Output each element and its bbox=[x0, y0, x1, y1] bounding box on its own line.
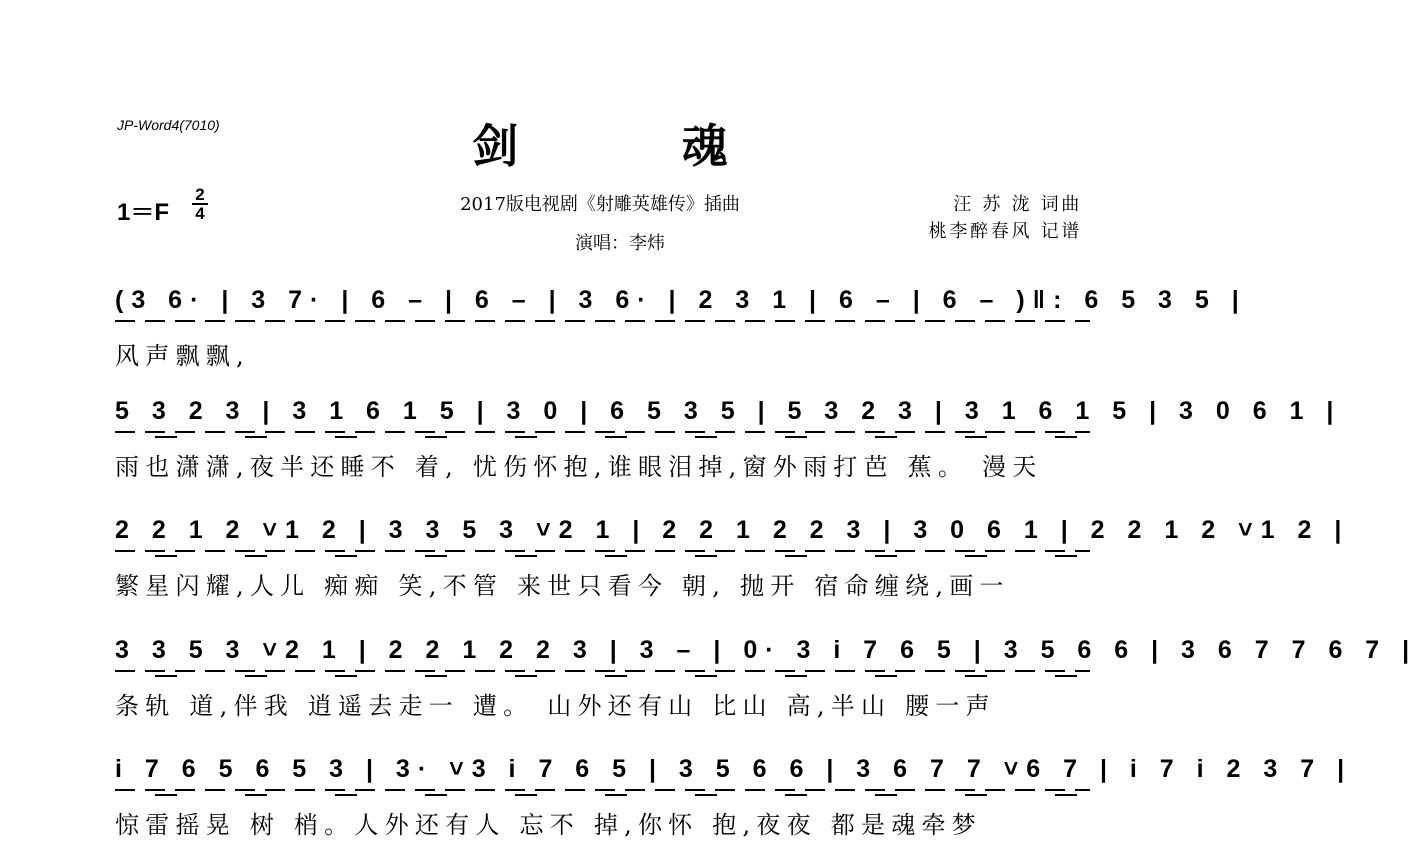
lyrics-line: 雨也潇潇,夜半还睡不 着, 忧伤怀抱,谁眼泪掉,窗外雨打芭 蕉。 漫天 bbox=[115, 453, 1043, 481]
lyrics-line: 繁星闪耀,人儿 痴痴 笑,不管 来世只看今 朝, 抛开 宿命缠绕,画一 bbox=[115, 572, 1010, 600]
lyrics-line: 条轨 道,伴我 逍遥去走一 遭。 山外还有山 比山 高,半山 腰一声 bbox=[115, 692, 996, 720]
beam-line bbox=[115, 431, 1090, 433]
beam-line-double bbox=[115, 436, 1090, 438]
key-signature: 1＝F bbox=[117, 199, 170, 226]
notation-line: 5 3 2 3 | 3 1 6 1 5 | 3 0 | 6 5 3 5 | 5 3 2 3 | 3 1 6 1 5 | 3 0 6 1 | bbox=[115, 397, 1342, 425]
transcriber-credit: 桃李醉春风 记谱 bbox=[928, 221, 1082, 242]
software-label: JP-Word4(7010) bbox=[117, 117, 220, 133]
lyrics-line: 惊雷摇晃 树 梢。人外还有人 忘不 掉,你怀 抱,夜夜 都是魂牵梦 bbox=[115, 811, 982, 839]
beam-line bbox=[115, 320, 1090, 322]
time-signature-top: 2 bbox=[195, 185, 205, 204]
lyrics-line: 风声飘飘, bbox=[115, 342, 250, 370]
beam-line-double bbox=[115, 675, 1090, 677]
song-title: 剑 魂 bbox=[472, 119, 802, 173]
beam-line-double bbox=[115, 794, 1090, 796]
beam-line bbox=[115, 550, 1090, 552]
beam-line-double bbox=[115, 555, 1090, 557]
subtitle: 2017版电视剧《射雕英雄传》插曲 bbox=[460, 194, 740, 215]
notation-line: 2 2 1 2 ˅1 2 | 3 3 5 3 ˅2 1 | 2 2 1 2 2 3 | 3 0 6 1 | 2 2 1 2 ˅1 2 | bbox=[115, 516, 1350, 544]
beam-line bbox=[115, 670, 1090, 672]
time-signature-bottom: 4 bbox=[195, 204, 205, 223]
notation-line: 3 3 5 3 ˅2 1 | 2 2 1 2 2 3 | 3 – | 0· 3 i 7 6 5 | 3 5 6 6 | 3 6 7 7 6 7 | bbox=[115, 636, 1417, 664]
notation-line: i 7 6 5 6 5 3 | 3· ˅3 i 7 6 5 | 3 5 6 6 | 3 6 7 7 ˅6 7 | i 7 i 2 3 7 | bbox=[115, 755, 1353, 783]
beam-line bbox=[115, 789, 1090, 791]
notation-line: (3 6· | 3 7· | 6 – | 6 – | 3 6· | 2 3 1 | 6 – | 6 – )‖: 6 5 3 5 | bbox=[115, 286, 1247, 314]
lyricist-credit: 汪 苏 泷 词曲 bbox=[953, 194, 1082, 215]
singer: 演唱：李炜 bbox=[575, 233, 665, 254]
